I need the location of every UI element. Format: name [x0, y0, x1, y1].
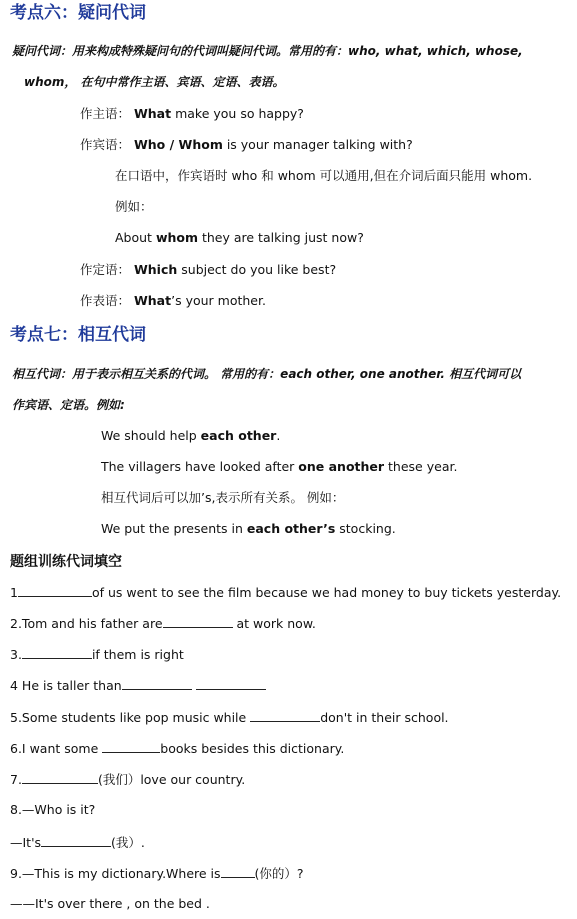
example-keyword: whom	[155, 230, 198, 245]
answer-blank[interactable]	[163, 614, 233, 628]
question-text: 5.Some students like pop music while	[10, 710, 251, 725]
example-text: The villagers have looked after	[101, 459, 299, 474]
question-8b	[10, 833, 145, 852]
possessive-note: 相互代词后可以加’s,表示所有关系。 例如：	[101, 490, 345, 505]
question-text: 2.Tom and his father are	[10, 616, 163, 631]
answer-blank[interactable]	[102, 739, 160, 753]
question-text: of us went to see the film because we had money to buy tickets yesterday.	[91, 585, 562, 600]
example-label: 作主语：	[80, 106, 131, 121]
question-text: don't in their school.	[320, 710, 449, 725]
question-text: 6.I want some	[10, 741, 103, 756]
example-keyword: Who / Whom	[134, 137, 223, 152]
example-sentence: is your manager talking with?	[222, 137, 413, 152]
example-keyword: one another	[298, 459, 385, 474]
example-label: 例如：	[115, 199, 153, 214]
section7-definition: 相互代词：用于表示相互关系的代词。 常用的有：each other, one another. 相互代词可以	[12, 367, 522, 381]
example-object	[80, 136, 413, 154]
answer-blank[interactable]	[41, 833, 111, 847]
question-text: 3.	[10, 647, 22, 662]
example-attributive	[80, 261, 336, 279]
answer-blank[interactable]	[22, 645, 92, 659]
example-text: We put the presents in	[101, 521, 247, 536]
question-text: (我们）love our country.	[97, 772, 246, 787]
question-text: 7.	[10, 772, 22, 787]
example-sentence: make you so happy?	[171, 106, 304, 121]
example-keyword: What	[134, 293, 172, 308]
example-label: 作表语：	[80, 293, 131, 308]
example-keyword: each other	[200, 428, 277, 443]
section7-definition-cont: 作宾语、定语。例如:	[12, 398, 125, 412]
question-text: if them is right	[91, 647, 184, 662]
question-8a: 8.—Who is it?	[10, 802, 96, 817]
question-6	[10, 739, 344, 758]
section6-definition-cont: whom， 在句中常作主语、宾语、定语、表语。	[24, 75, 285, 89]
exercise-title: 题组训练代词填空	[10, 554, 122, 570]
reciprocal-example-1	[101, 427, 280, 445]
reciprocal-example-2	[101, 458, 457, 476]
question-text: at work now.	[232, 616, 316, 631]
question-text: (你的）?	[254, 866, 304, 881]
example-text: .	[276, 428, 281, 443]
example-text: they are talking just now?	[198, 230, 364, 245]
example-subject	[80, 105, 304, 123]
example-text: We should help	[101, 428, 201, 443]
question-1	[10, 583, 561, 602]
example-keyword: What	[134, 106, 172, 121]
question-text: (我）.	[111, 835, 145, 850]
example-text: these year.	[384, 459, 458, 474]
answer-blank[interactable]	[122, 676, 192, 690]
answer-blank[interactable]	[221, 864, 255, 878]
question-9b: ——It's over there , on the bed .	[10, 896, 210, 911]
question-7	[10, 770, 245, 789]
section7-title: 考点七：相互代词	[10, 325, 146, 345]
example-text: About	[115, 230, 156, 245]
example-label: 作宾语：	[80, 137, 131, 152]
example-predicative	[80, 292, 266, 310]
example-whom	[115, 229, 364, 247]
answer-blank[interactable]	[196, 676, 266, 690]
question-text: 4 He is taller than	[10, 678, 122, 693]
question-9a	[10, 864, 304, 883]
section6-title: 考点六：疑问代词	[10, 3, 146, 23]
question-text: 1	[10, 585, 18, 600]
usage-note: 在口语中，作宾语时 who 和 whom 可以通用,但在介词后面只能用 whom.	[115, 168, 533, 183]
question-2	[10, 614, 316, 633]
answer-blank[interactable]	[22, 770, 98, 784]
example-sentence: ’s your mother.	[171, 293, 266, 308]
example-sentence: subject do you like best?	[177, 262, 337, 277]
answer-blank[interactable]	[250, 708, 320, 722]
example-keyword: Which	[134, 262, 178, 277]
section6-definition: 疑问代词：用来构成特殊疑问句的代词叫疑问代词。常用的有：who, what, which, whose,	[12, 44, 523, 58]
question-text: 9.—This is my dictionary.Where is	[10, 866, 221, 881]
question-3	[10, 645, 184, 664]
question-text: books besides this dictionary.	[160, 741, 345, 756]
example-keyword: each other’s	[246, 521, 336, 536]
question-text: —It's	[10, 835, 42, 850]
reciprocal-example-3	[101, 520, 396, 538]
question-5	[10, 708, 449, 727]
example-label: 作定语：	[80, 262, 131, 277]
example-text: stocking.	[335, 521, 396, 536]
answer-blank[interactable]	[18, 583, 92, 597]
question-4	[10, 676, 266, 695]
